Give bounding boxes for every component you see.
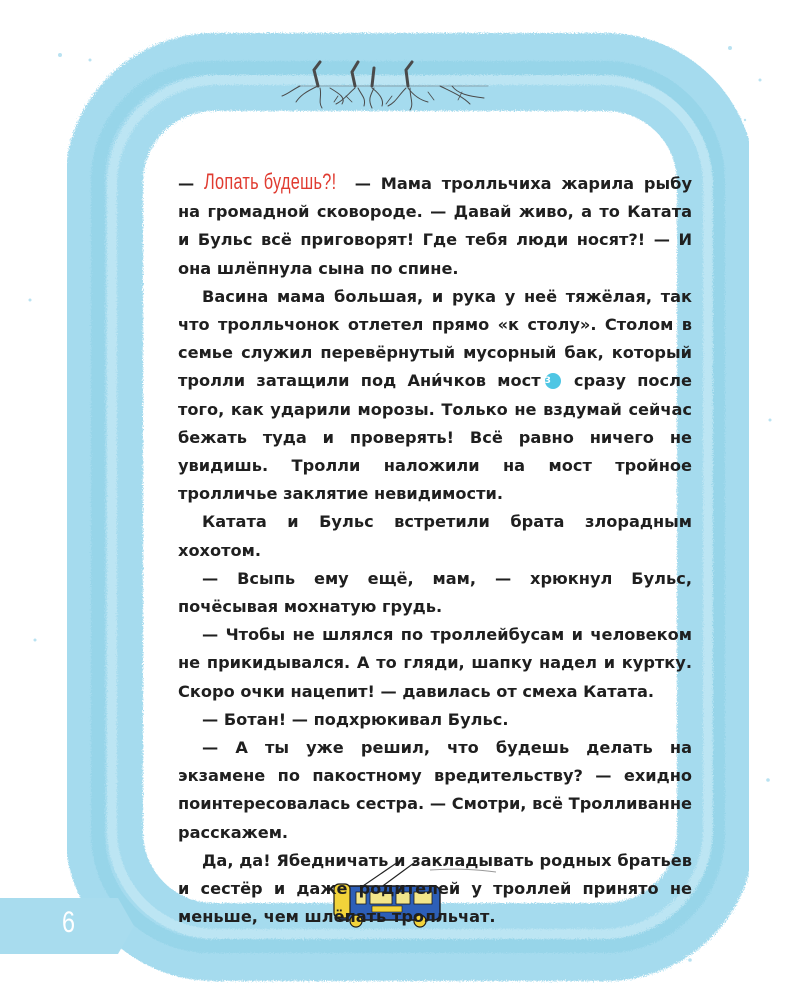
paragraph-1 xyxy=(178,168,692,283)
footnote-marker[interactable]: 3 xyxy=(545,373,561,389)
paragraph-8: Да, да! Ябедничать и закладывать родных братьев и сестёр и даже родителей у троллей принято не меньше, чем шлёпать тролльчат. xyxy=(178,850,692,927)
highlighted-phrase: Лопать будешь?! xyxy=(204,169,337,194)
opening-dash: — xyxy=(178,174,204,193)
paragraph-2-after: сразу после того, как ударили морозы. Только не вздумай сейчас бежать туда и проверять! Всё равно ничего не увидишь. Тролли наложили на мост тройное тролличье заклятие невидимости. xyxy=(178,371,692,504)
story-text xyxy=(178,168,692,931)
paragraph-5: — Чтобы не шлялся по троллейбусам и человеком не прикидывался. А то гляди, шапку надел и куртку. Скоро очки нацепит! — давилась от смеха Катата. xyxy=(178,625,692,701)
paragraph-3: Катата и Бульс встретили брата злорадным хохотом. xyxy=(178,512,692,560)
paragraph-6: — Ботан! — подхрюкивал Бульс. xyxy=(202,709,509,729)
paragraph-2 xyxy=(178,283,692,509)
paragraph-2-before: Васина мама большая, и рука у неё тяжёлая, так что тролльчонок отлетел прямо «к столу». Столом в семье служил перевёрнутый мусорный бак, который тролли затащили под Ани́чков мост xyxy=(178,286,692,391)
page-number: 6 xyxy=(62,906,76,939)
paragraph-7: — А ты уже решил, что будешь делать на экзамене по пакостному вредительству? — ехидно поинтересовалась сестра. — Смотри, всё Тролливанне расскажем. xyxy=(178,738,692,842)
paragraph-4: — Всыпь ему ещё, мам, — хрюкнул Бульс, почёсывая мохнатую грудь. xyxy=(178,568,692,617)
paragraph-1-rest: — Мама тролльчиха жарила рыбу на громадной сковороде. — Давай живо, а то Катата и Бульс всё приговорят! Где тебя люди носят?! — И она шлёпнула сына по спине. xyxy=(178,174,692,278)
